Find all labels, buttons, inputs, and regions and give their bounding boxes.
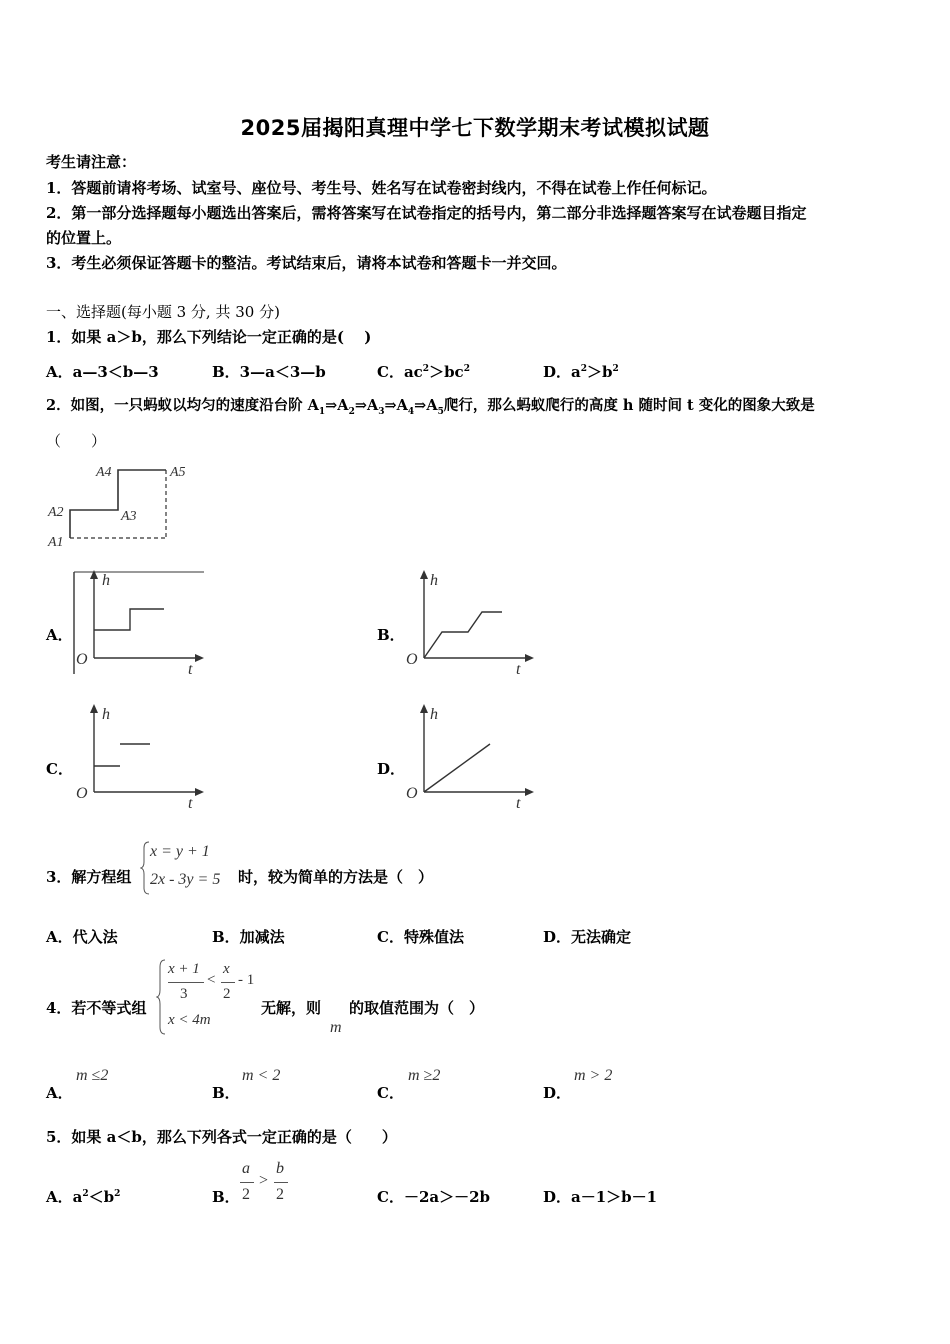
graph-a-curve [94,609,164,630]
q4-option-d-label: D． [543,1084,572,1102]
svg-text:O: O [76,785,88,802]
q2-option-d-label: D． [377,760,406,778]
q4-frac1-den: 3 [180,986,188,1002]
q5-option-a: A．$a^2<b^2$ [46,1188,121,1206]
q4-line2: x < 4m [168,1012,211,1028]
q2-answer-paren: （ ） [46,432,107,450]
q3-stem-num: 3．解方程组 [46,868,132,886]
q2-option-b-label: B． [377,626,405,644]
q3-option-c: C．特殊值法 [377,928,464,946]
q3-option-a: A．代入法 [46,928,118,946]
q4-lt: < [207,972,216,988]
q4-option-b-label: B． [212,1084,240,1102]
q2-option-a-label: A． [46,626,73,644]
staircase-figure [44,458,204,553]
q5-b-frac2-den: 2 [276,1186,284,1203]
graph-d-line [424,744,490,792]
notice-item-3: 3．考生必须保证答题卡的整洁。考试结束后，请将本试卷和答题卡一并交回。 [46,254,567,272]
label-a1: A1 [48,535,64,550]
q2-stem: 2．如图，一只蚂蚁以均匀的速度沿台阶 $A_1\Rightarrow A_2\Rightarrow A_3\Rightarrow A_4\Rightarrow A_5$爬行，那么蚂蚁爬行的高度 h 随时间 t 变化的图象大致是 [46,397,815,417]
svg-text:h: h [102,572,110,589]
svg-text:t: t [516,661,521,678]
svg-text:O: O [406,785,418,802]
q2-option-c-label: C． [46,760,73,778]
q5-b-frac2-num: b [276,1160,284,1177]
q4-frac1-bar [168,982,204,983]
q4-frac2-bar [221,982,235,983]
q3-stem-post: 时，较为简单的方法是（ ） [238,868,434,886]
q4-option-a: m ≤2 [76,1067,109,1084]
q4-option-c: m ≥2 [408,1067,441,1084]
q4-frac2-num: x [223,961,230,977]
q5-b-frac2-bar [274,1182,288,1183]
q4-frac1-num: x + 1 [168,961,200,977]
q4-variable-m: m [330,1019,342,1036]
staircase-path [70,470,166,538]
q1-option-c: C．$ac^2>bc^2$ [377,363,470,381]
q4-minus-one: - 1 [238,972,255,988]
graph-a [70,568,206,678]
q1-option-a: A．a—3＜b—3 [46,363,159,381]
svg-text:h: h [430,706,438,723]
q4-option-a-label: A． [46,1084,73,1102]
page-title: 2025届揭阳真理中学七下数学期末考试模拟试题 [240,116,710,140]
q5-b-gt: > [259,1172,269,1189]
q5-option-d: D．a－1＞b－1 [543,1188,658,1206]
label-a3: A3 [121,509,137,524]
q5-b-frac1-bar [240,1182,254,1183]
q3-brace [140,840,150,896]
q5-stem: 5．如果 a＜b，那么下列各式一定正确的是（ ） [46,1128,397,1146]
label-a4: A4 [96,465,112,480]
q5-option-b-label: B． [212,1188,240,1206]
q5-b-frac1-den: 2 [242,1186,250,1203]
graph-b-curve [424,612,502,658]
svg-text:O: O [76,651,88,668]
svg-text:t: t [188,661,193,678]
q5-b-frac1-num: a [242,1160,250,1177]
q4-option-b: m < 2 [242,1067,281,1084]
svg-text:t: t [516,795,521,812]
q4-stem-mid: 无解，则 [261,999,322,1017]
notice-item-2-cont: 的位置上。 [46,229,122,247]
svg-text:t: t [188,795,193,812]
q4-frac2-den: 2 [223,986,231,1002]
label-a2: A2 [48,505,64,520]
svg-text:h: h [102,706,110,723]
graph-c [70,702,206,812]
q4-option-c-label: C． [377,1084,404,1102]
notice-heading: 考生请注意： [46,153,137,171]
q4-stem-post: 的取值范围为（ ） [349,999,485,1017]
q4-brace [156,958,166,1036]
graph-b [402,568,538,678]
section-heading: 一、选择题(每小题 3 分, 共 30 分) [46,303,280,321]
q1-option-b: B．3—a＜3—b [212,363,326,381]
q4-option-d: m > 2 [574,1067,613,1084]
label-a5: A5 [170,465,186,480]
svg-text:h: h [430,572,438,589]
q3-option-b: B．加减法 [212,928,285,946]
q3-equation-1: x = y + 1 [150,843,210,860]
notice-item-2: 2．第一部分选择题每小题选出答案后，需将答案写在试卷指定的括号内，第二部分非选择题答案写在试卷题目指定 [46,204,807,222]
q3-option-d: D．无法确定 [543,928,632,946]
q1-stem: 1．如果 a＞b，那么下列结论一定正确的是( ) [46,328,372,346]
notice-item-1: 1．答题前请将考场、试室号、座位号、考生号、姓名写在试卷密封线内，不得在试卷上作任何标记。 [46,179,717,197]
q1-option-d: D．$a^2>b^2$ [543,363,619,381]
svg-text:O: O [406,651,418,668]
graph-d [402,702,538,812]
q5-option-c: C．－2a＞－2b [377,1188,491,1206]
q4-stem-num: 4．若不等式组 [46,999,147,1017]
q3-equation-2: 2x - 3y = 5 [150,871,221,888]
